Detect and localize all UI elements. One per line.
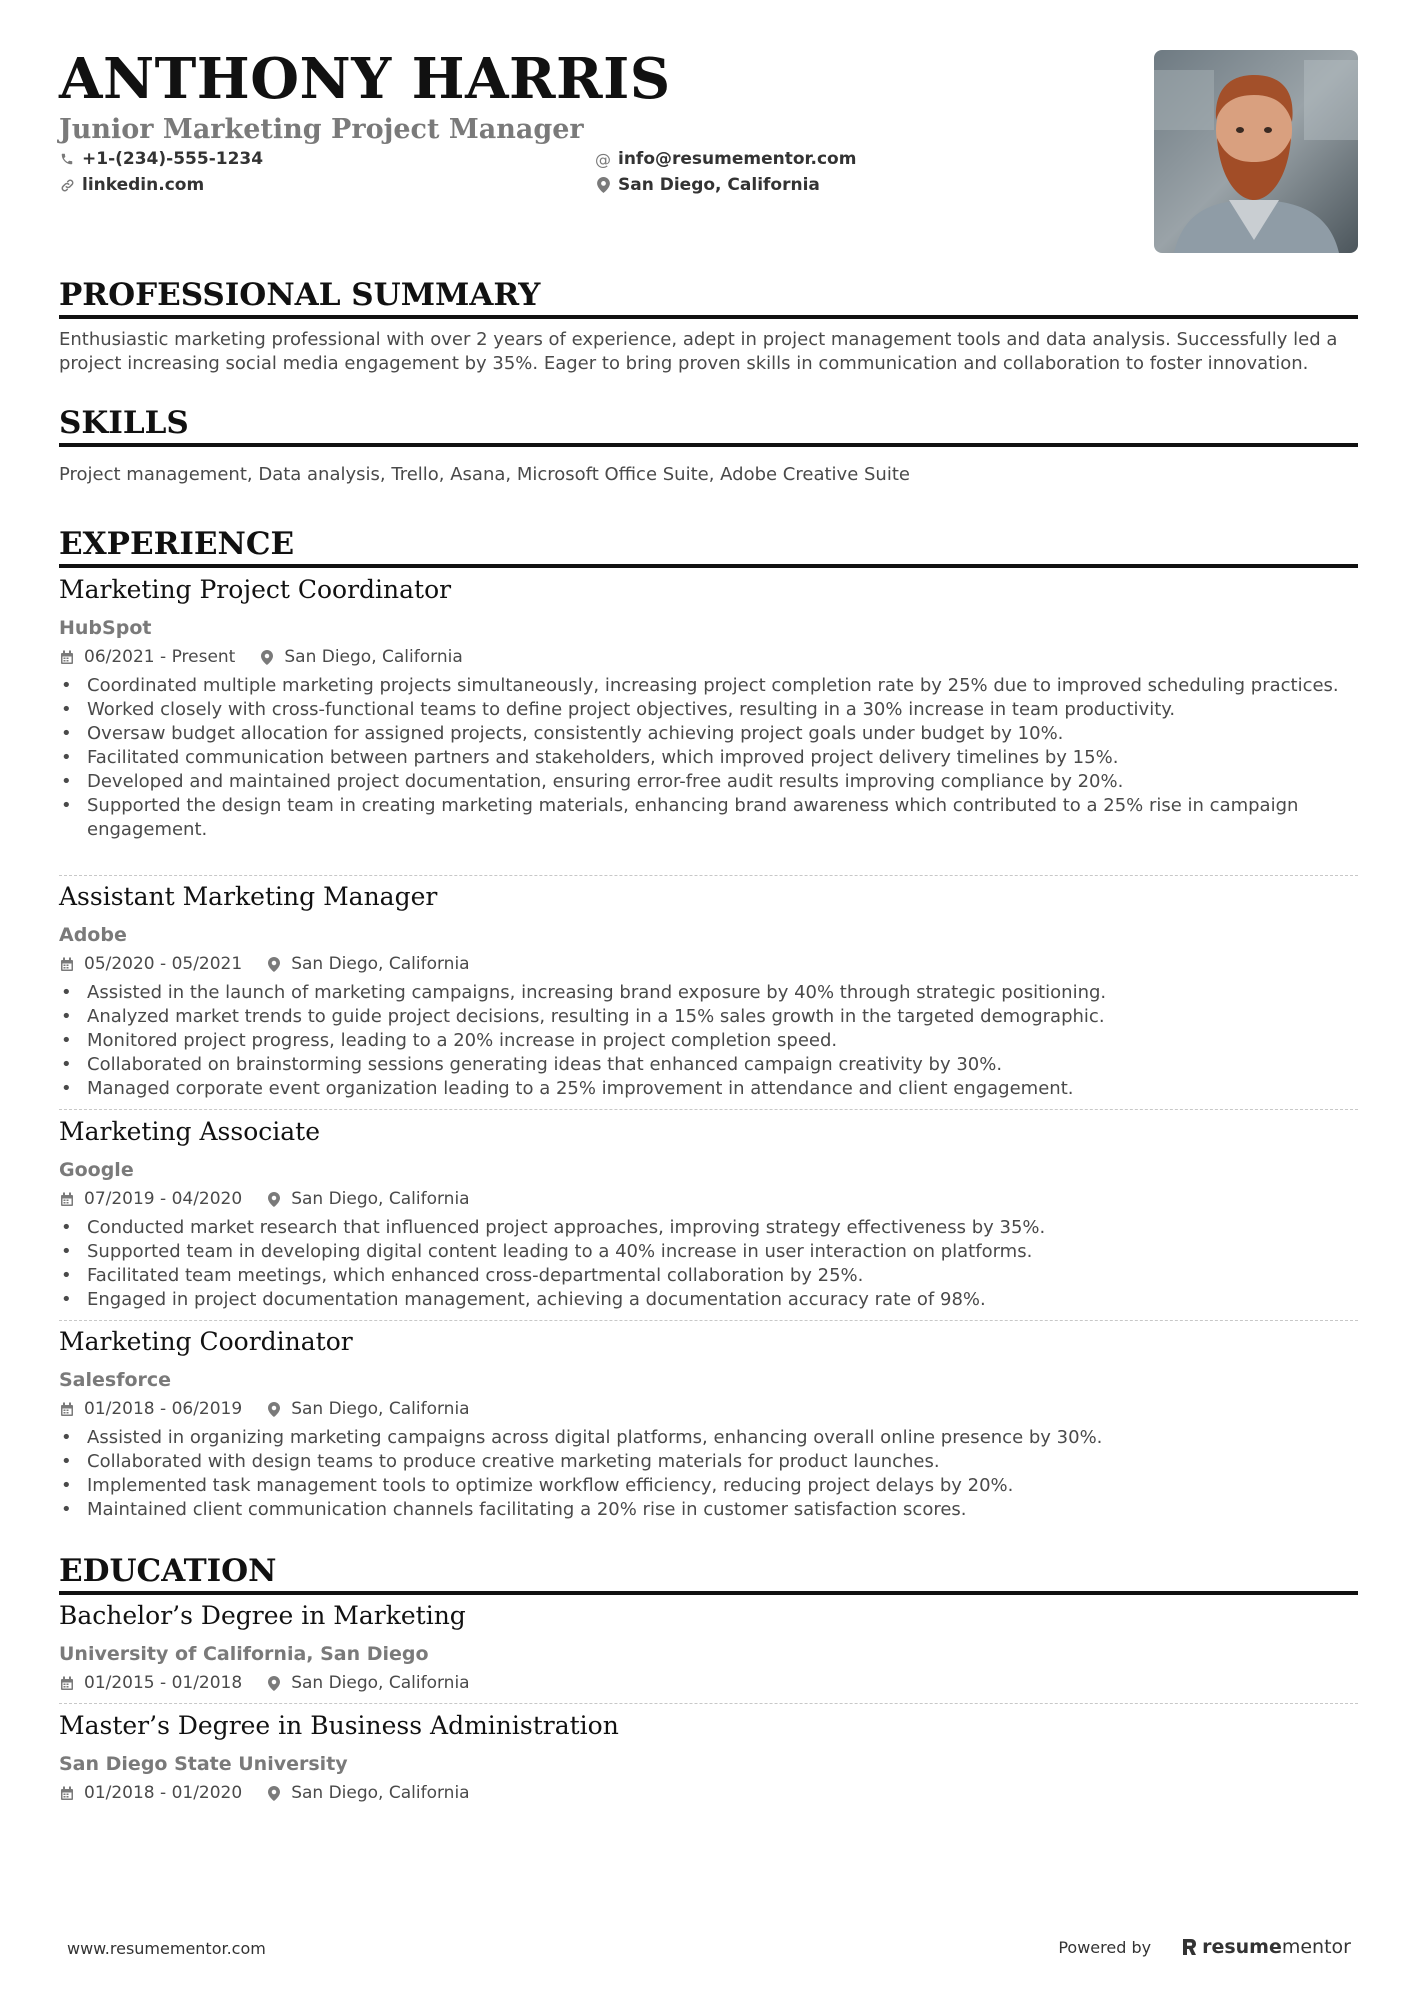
- job-title: Marketing Associate: [59, 1117, 320, 1146]
- education-dates: 01/2015 - 01/2018: [84, 1673, 243, 1693]
- list-item: • Analyzed market trends to guide project decisions, resulting in a 15% sales growth in the targeted demographic.: [59, 1005, 1358, 1029]
- job-dates: 06/2021 - Present: [84, 647, 236, 667]
- skills-text: Project management, Data analysis, Trello, Asana, Microsoft Office Suite, Adobe Creative Suite: [59, 464, 910, 485]
- list-item: • Maintained client communication channels facilitating a 20% rise in customer satisfaction scores.: [59, 1498, 1358, 1522]
- email-text: info@resumementor.com: [618, 149, 857, 169]
- job-bullets: [59, 981, 1358, 1101]
- powered-by-label: Powered by: [1058, 1937, 1152, 1957]
- calendar-icon: [59, 1401, 75, 1417]
- education-divider: [59, 1703, 1358, 1704]
- job-location: San Diego, California: [291, 954, 470, 974]
- job-dates: 01/2018 - 06/2019: [84, 1399, 243, 1419]
- job-divider: [59, 1320, 1358, 1321]
- job-location: San Diego, California: [291, 1399, 470, 1419]
- job-location: San Diego, California: [284, 647, 463, 667]
- list-item: • Supported the design team in creating marketing materials, enhancing brand awareness which contributed to a 25% rise in campaign engagement.: [59, 794, 1358, 842]
- map-pin-icon: [266, 1675, 282, 1691]
- contact-linkedin[interactable]: [59, 175, 204, 195]
- brand-logo: [1181, 1936, 1351, 1958]
- list-item: • Coordinated multiple marketing projects simultaneously, increasing project completion rate by 25% due to improved scheduling practices.: [59, 674, 1358, 698]
- list-item: • Supported team in developing digital content leading to a 40% increase in user interaction on platforms.: [59, 1240, 1358, 1264]
- map-pin-icon: [266, 956, 282, 972]
- resume-page: [59, 0, 1358, 1995]
- brand-name-bold: resume: [1202, 1936, 1282, 1958]
- resumementor-logo-icon: [1181, 1938, 1197, 1956]
- job-title: Assistant Marketing Manager: [59, 882, 438, 911]
- link-icon: [59, 177, 75, 193]
- calendar-icon: [59, 1191, 75, 1207]
- school-name: University of California, San Diego: [59, 1643, 429, 1665]
- calendar-icon: [59, 956, 75, 972]
- education-location: San Diego, California: [291, 1783, 470, 1803]
- calendar-icon: [59, 649, 75, 665]
- job-title: Marketing Coordinator: [59, 1327, 353, 1356]
- phone-text: +1-(234)-555-1234: [82, 149, 264, 169]
- footer-website-link[interactable]: www.resumementor.com: [67, 1939, 266, 1958]
- candidate-name: ANTHONY HARRIS: [59, 46, 671, 112]
- list-item: • Implemented task management tools to optimize workflow efficiency, reducing project delays by 20%.: [59, 1474, 1358, 1498]
- map-pin-icon: [266, 1401, 282, 1417]
- map-pin-icon: [266, 1191, 282, 1207]
- section-heading-skills: SKILLS: [59, 403, 1358, 447]
- job-meta: [59, 646, 463, 668]
- contact-phone[interactable]: [59, 149, 263, 169]
- list-item: • Facilitated team meetings, which enhanced cross-departmental collaboration by 25%.: [59, 1264, 1358, 1288]
- education-meta: [59, 1782, 470, 1804]
- section-heading-education: EDUCATION: [59, 1551, 1358, 1595]
- phone-icon: [59, 151, 75, 167]
- resume-header: [59, 46, 1358, 256]
- job-divider: [59, 875, 1358, 876]
- job-meta: [59, 1398, 470, 1420]
- degree-title: Bachelor’s Degree in Marketing: [59, 1601, 466, 1630]
- calendar-icon: [59, 1785, 75, 1801]
- job-title: Marketing Project Coordinator: [59, 575, 452, 604]
- job-company: HubSpot: [59, 617, 152, 639]
- list-item: • Developed and maintained project documentation, ensuring error-free audit results improving compliance by 20%.: [59, 770, 1358, 794]
- at-icon: @: [595, 149, 611, 169]
- list-item: • Conducted market research that influenced project approaches, improving strategy effectiveness by 35%.: [59, 1216, 1358, 1240]
- list-item: • Monitored project progress, leading to a 20% increase in project completion speed.: [59, 1029, 1358, 1053]
- list-item: • Engaged in project documentation management, achieving a documentation accuracy rate of 98%.: [59, 1288, 1358, 1312]
- section-heading-summary: PROFESSIONAL SUMMARY: [59, 275, 1358, 319]
- degree-title: Master’s Degree in Business Administration: [59, 1711, 619, 1740]
- job-bullets: [59, 674, 1358, 842]
- list-item: • Collaborated on brainstorming sessions generating ideas that enhanced campaign creativity by 30%.: [59, 1053, 1358, 1077]
- job-company: Adobe: [59, 924, 127, 946]
- job-company: Salesforce: [59, 1369, 172, 1391]
- job-meta: [59, 953, 470, 975]
- map-pin-icon: [259, 649, 275, 665]
- job-meta: [59, 1188, 470, 1210]
- brand-name-light: mentor: [1281, 1936, 1351, 1958]
- map-pin-icon: [266, 1785, 282, 1801]
- job-bullets: [59, 1426, 1358, 1522]
- school-name: San Diego State University: [59, 1753, 348, 1775]
- list-item: • Facilitated communication between partners and stakeholders, which improved project delivery timelines by 15%.: [59, 746, 1358, 770]
- linkedin-text: linkedin.com: [82, 175, 205, 195]
- job-divider: [59, 1109, 1358, 1110]
- job-dates: 05/2020 - 05/2021: [84, 954, 243, 974]
- education-location: San Diego, California: [291, 1673, 470, 1693]
- location-text: San Diego, California: [618, 175, 820, 195]
- job-dates: 07/2019 - 04/2020: [84, 1189, 243, 1209]
- list-item: • Assisted in the launch of marketing campaigns, increasing brand exposure by 40% through strategic positioning.: [59, 981, 1358, 1005]
- job-company: Google: [59, 1159, 134, 1181]
- section-heading-experience: EXPERIENCE: [59, 524, 1358, 568]
- job-location: San Diego, California: [291, 1189, 470, 1209]
- calendar-icon: [59, 1675, 75, 1691]
- list-item: • Assisted in organizing marketing campaigns across digital platforms, enhancing overall online presence by 30%.: [59, 1426, 1358, 1450]
- contact-email[interactable]: [595, 149, 856, 169]
- education-meta: [59, 1672, 470, 1694]
- footer-powered-by[interactable]: [1058, 1936, 1351, 1958]
- profile-photo: [1154, 50, 1358, 253]
- summary-text: Enthusiastic marketing professional with over 2 years of experience, adept in project management tools and data analysis. Successfully led a project increasing social media engagement by 35%. Eager to bring proven skills in communication and collaboration to foster innovation.: [59, 329, 1338, 374]
- list-item: • Worked closely with cross-functional teams to define project objectives, resulting in a 30% increase in team productivity.: [59, 698, 1358, 722]
- list-item: • Managed corporate event organization leading to a 25% improvement in attendance and client engagement.: [59, 1077, 1358, 1101]
- job-bullets: [59, 1216, 1358, 1312]
- list-item: • Collaborated with design teams to produce creative marketing materials for product launches.: [59, 1450, 1358, 1474]
- list-item: • Oversaw budget allocation for assigned projects, consistently achieving project goals under budget by 10%.: [59, 722, 1358, 746]
- contact-location: [595, 175, 820, 195]
- candidate-title: Junior Marketing Project Manager: [59, 114, 584, 145]
- education-dates: 01/2018 - 01/2020: [84, 1783, 243, 1803]
- map-pin-icon: [595, 177, 611, 193]
